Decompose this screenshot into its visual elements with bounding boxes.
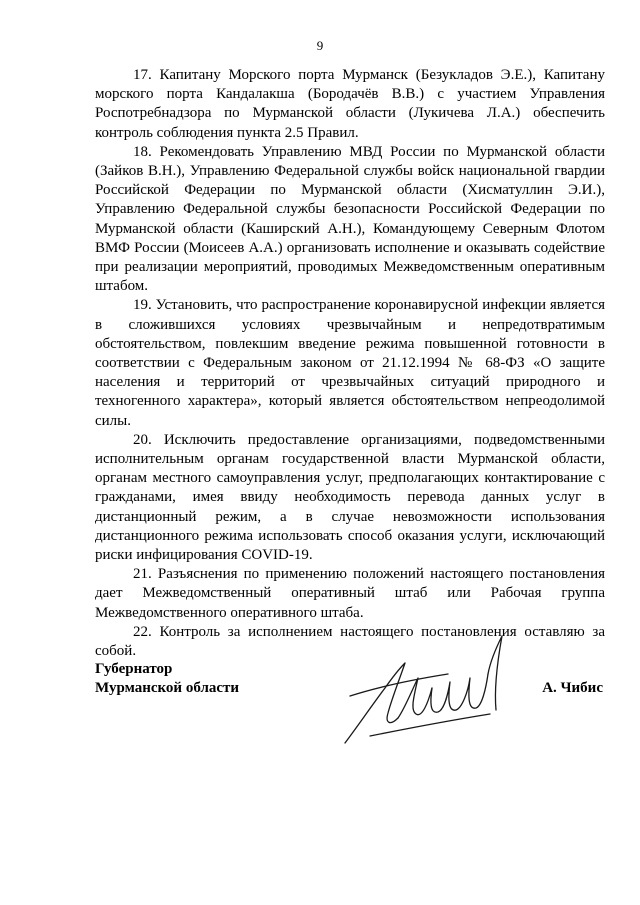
signatory-title-line1: Губернатор [95, 661, 173, 677]
signatory-title-line2: Мурманской области [95, 680, 240, 697]
paragraph-18: 18. Рекомендовать Управлению МВД России по Мурманской области (Зайков В.Н.), Управлению Федеральной службы войск национальной гвардии Российской Федерации по Мурманской области (Хисматуллин Э.И.), Управлению Федеральной службы безопасности Российской Федерации по Мурманской области (Каширский А.Н.), Командующему Северным Флотом ВМФ России (Моисеев А.А.) организовать исполнение и оказывать содействие при реализации мероприятий, проводимых Межведомственным оперативным штабом. [95, 143, 605, 295]
document-body [95, 66, 605, 661]
paragraph-17: 17. Капитану Морского порта Мурманск (Безукладов Э.Е.), Капитану морского порта Кандалакша (Бородачёв В.В.) с участием Управления Роспотребнадзора по Мурманской области (Лукичева Л.А.) обеспечить контроль соблюдения пункта 2.5 Правил. [95, 67, 605, 141]
page-number: 9 [316, 38, 324, 53]
signatory-title [95, 660, 239, 698]
paragraph-21: 21. Разъяснения по применению положений настоящего постановления дает Межведомственный оперативный штаб или Рабочая группа Межведомственного оперативного штаба. [95, 566, 605, 621]
paragraph-22: 22. Контроль за исполнением настоящего постановления оставляю за собой. [95, 623, 605, 660]
signatory-name: А. Чибис [542, 680, 603, 696]
handwritten-signature-icon [330, 618, 530, 758]
paragraph-20: 20. Исключить предоставление организациями, подведомственными исполнительным органам государственной власти Мурманской области, органам местного самоуправления услуг, предполагающих контактирование с гражданами, имея ввиду необходимость перевода данных услуг в дистанционный режим, а в случае невозможности использования дистанционного режима использовать способ оказания услуги, исключающий риски инфицирования COVID-19. [95, 431, 605, 564]
paragraph-19: 19. Установить, что распространение коронавирусной инфекции является в сложившихся условиях чрезвычайным и непредотвратимым обстоятельством, повлекшим введение режима повышенной готовности в соответствии с Федеральным законом от 21.12.1994 № 68-ФЗ «О защите населения и территорий от чрезвычайных ситуаций природного и техногенного характера», который является обстоятельством непреодолимой силы. [95, 297, 605, 429]
